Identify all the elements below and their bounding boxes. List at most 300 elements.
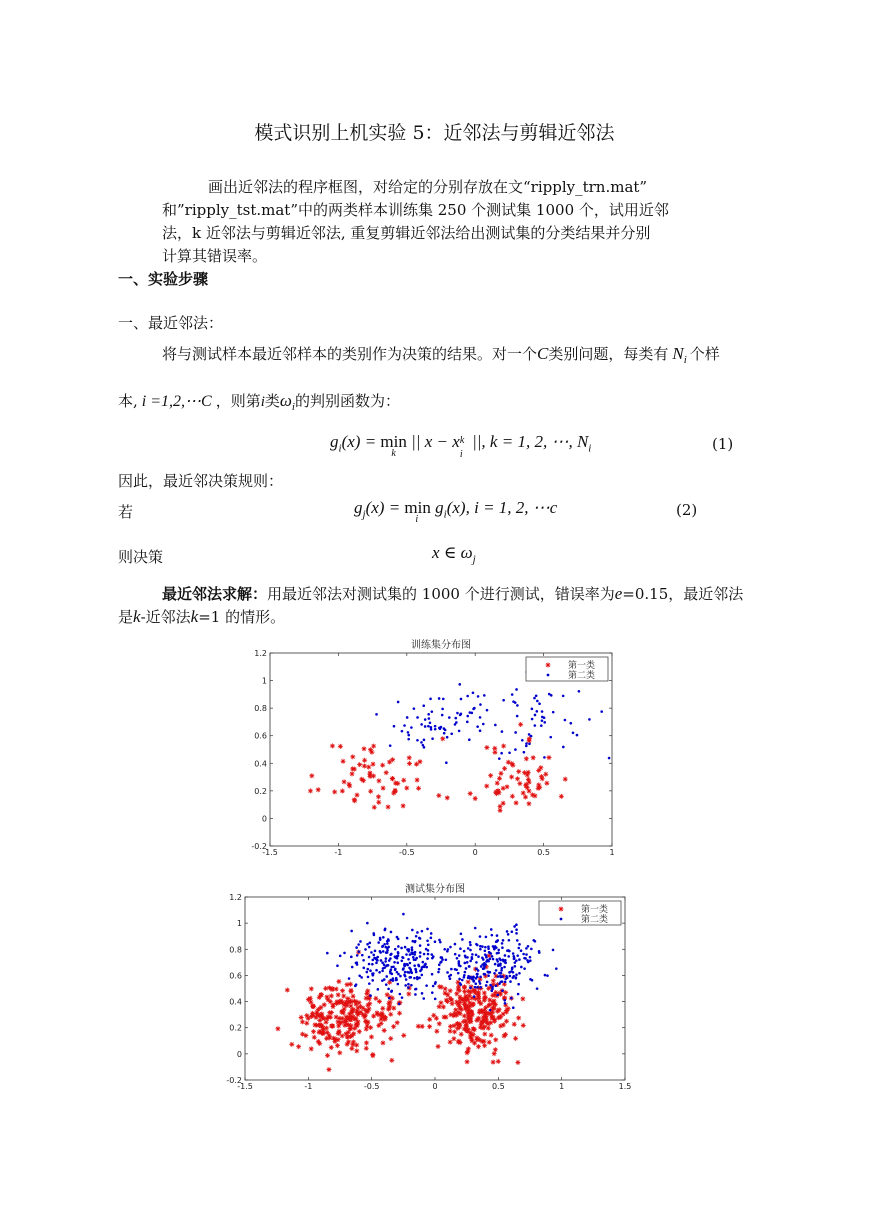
class1-point [323, 986, 328, 991]
class2-point [438, 963, 441, 966]
class2-point [476, 725, 479, 728]
class2-point [397, 954, 400, 957]
class1-point [324, 994, 329, 999]
class1-point [342, 1019, 347, 1024]
class2-point [393, 961, 396, 964]
class2-point [421, 930, 424, 933]
class2-point [397, 945, 400, 948]
class2-point [375, 969, 378, 972]
class2-point [416, 976, 419, 979]
class1-point [436, 793, 441, 798]
y-tick-label: -0.2 [226, 1076, 242, 1085]
class1-point [502, 766, 507, 771]
class2-point [504, 980, 507, 983]
class2-point [355, 983, 358, 986]
class2-point [474, 927, 477, 930]
class2-point [469, 941, 472, 944]
class2-point [424, 963, 427, 966]
class2-point [508, 751, 511, 754]
class2-point [407, 734, 410, 737]
class2-point [396, 961, 399, 964]
class1-point [501, 744, 506, 749]
class2-point [520, 949, 523, 952]
class1-point [316, 787, 321, 792]
class2-point [477, 695, 480, 698]
class1-point [434, 1016, 439, 1021]
class1-point [401, 1033, 406, 1038]
class1-point [471, 1032, 476, 1037]
class2-point [367, 976, 370, 979]
class1-point [452, 1011, 457, 1016]
class2-point [482, 958, 485, 961]
class2-point [416, 931, 419, 934]
class1-point [375, 1010, 380, 1015]
class2-point [490, 928, 493, 931]
class2-point [411, 949, 414, 952]
class2-point [483, 964, 486, 967]
class2-point [399, 993, 402, 996]
class2-point [492, 958, 495, 961]
class2-point [356, 961, 359, 964]
class1-point [512, 1022, 517, 1027]
class2-point [501, 730, 504, 733]
class1-point [371, 762, 376, 767]
class1-point [487, 1040, 492, 1045]
class2-point [368, 963, 371, 966]
class1-point [416, 786, 421, 791]
class2-point [387, 938, 390, 941]
class1-point [363, 1019, 368, 1024]
class2-point [371, 959, 374, 962]
legend-label: 第二类 [568, 671, 596, 681]
class1-point [520, 996, 525, 1001]
class2-point [489, 958, 492, 961]
class2-point [446, 736, 449, 739]
class2-point [427, 713, 430, 716]
class2-point [407, 731, 410, 734]
class2-point [450, 968, 453, 971]
class1-point [335, 999, 340, 1004]
class2-point [493, 972, 496, 975]
class2-point [368, 982, 371, 985]
class2-point [534, 714, 537, 717]
class2-point [355, 946, 358, 949]
class1-point [516, 1015, 521, 1020]
class2-point [407, 983, 410, 986]
class2-point [531, 708, 534, 711]
class2-point [359, 940, 362, 943]
class1-point [496, 1059, 501, 1064]
class1-point [523, 795, 528, 800]
text: 本, [118, 392, 138, 410]
class2-point [390, 953, 393, 956]
class2-point [504, 954, 507, 957]
class2-point [350, 930, 353, 933]
class2-point [395, 979, 398, 982]
class2-point [458, 683, 461, 686]
class2-point [482, 967, 485, 970]
equation-1-number: (1) [712, 435, 734, 453]
symbol-C: C [537, 344, 549, 363]
class2-point [424, 718, 427, 721]
class2-point [413, 707, 416, 710]
class1-point [364, 1040, 369, 1045]
page-title: 模式识别上机实验 5：近邻法与剪辑近邻法 [254, 122, 615, 144]
class2-point [372, 954, 375, 957]
y-tick-label: 1 [236, 919, 242, 929]
class1-point [312, 1035, 317, 1040]
class1-point [434, 1029, 439, 1034]
class2-point [356, 954, 359, 957]
class2-point [486, 959, 489, 962]
class2-point [516, 954, 519, 957]
class2-point [600, 710, 603, 713]
class2-point [516, 715, 519, 718]
class1-point [365, 1023, 370, 1028]
class2-point [426, 939, 429, 942]
class1-point [437, 984, 442, 989]
intro-line-3: 法，k 近邻法与剪辑近邻法, 重复剪辑近邻法给出测试集的分类结果并分别 [162, 224, 651, 242]
class2-point [397, 701, 400, 704]
class1-point [524, 782, 529, 787]
class2-point [374, 957, 377, 960]
class2-point [419, 944, 422, 947]
class2-point [362, 967, 365, 970]
class1-point [366, 765, 371, 770]
class1-point [509, 774, 514, 779]
class1-point [492, 1019, 497, 1024]
class1-point [391, 1006, 396, 1011]
class2-point [401, 730, 404, 733]
legend-label: 第一类 [581, 905, 609, 915]
class2-point [488, 951, 491, 954]
class2-point [440, 956, 443, 959]
class1-point [393, 781, 398, 786]
class1-point [510, 794, 515, 799]
class1-point [559, 794, 564, 799]
class2-point [509, 980, 512, 983]
class1-point [436, 1044, 441, 1049]
class2-point [411, 946, 414, 949]
class2-point [434, 998, 437, 1001]
class2-point [471, 957, 474, 960]
text: 是 [118, 608, 134, 626]
class2-point [502, 939, 505, 942]
class2-point [416, 716, 419, 719]
class1-point [314, 1015, 319, 1020]
class2-point [468, 965, 471, 968]
intro-line-2: 和”ripply_tst.mat”中的两类样本训练集 250 个测试集 1000 个，试用近邻 [162, 201, 669, 219]
class2-point [501, 942, 504, 945]
section-heading: 一、实验步骤 [118, 270, 209, 288]
class2-point [494, 724, 497, 727]
class1-point [445, 992, 450, 997]
class2-point [351, 966, 354, 969]
class1-point [327, 1035, 332, 1040]
symbol-k: k [133, 607, 141, 626]
class1-point [489, 1015, 494, 1020]
class1-point [478, 1025, 483, 1030]
class2-point [576, 734, 579, 737]
training-set-scatter-chart [240, 636, 630, 858]
class1-point [521, 1023, 526, 1028]
symbol-k: k [190, 607, 199, 626]
class1-point [365, 988, 370, 993]
class1-point [309, 773, 314, 778]
class1-point [319, 992, 324, 997]
class1-point [493, 1047, 498, 1052]
class2-point [378, 971, 381, 974]
class1-point [457, 1022, 462, 1027]
class1-point [497, 776, 502, 781]
class2-point [423, 739, 426, 742]
class1-point [465, 1029, 470, 1034]
class2-point [548, 693, 551, 696]
class2-point [479, 716, 482, 719]
class2-point [518, 943, 521, 946]
class2-point [370, 951, 373, 954]
class1-point [350, 771, 355, 776]
class1-point [344, 1022, 349, 1027]
class2-point [414, 968, 417, 971]
class1-point [358, 1010, 363, 1015]
class1-point [440, 736, 445, 741]
class2-point [510, 997, 513, 1000]
class1-point [517, 781, 522, 786]
class2-point [445, 958, 448, 961]
class1-point [348, 1023, 353, 1028]
class2-point [516, 939, 519, 942]
class1-point [296, 1044, 301, 1049]
class2-point [409, 953, 412, 956]
y-tick-label: 1 [261, 676, 267, 686]
class2-point [427, 953, 430, 956]
class2-point [475, 961, 478, 964]
class2-point [489, 984, 492, 987]
class1-point [536, 768, 541, 773]
class2-point [440, 960, 443, 963]
class2-point [528, 743, 531, 746]
class1-point [335, 1019, 340, 1024]
if-label: 若 [118, 503, 134, 521]
class2-point [485, 954, 488, 957]
class1-point [352, 1017, 357, 1022]
class2-point [404, 971, 407, 974]
class2-point [483, 694, 486, 697]
class2-point [460, 932, 463, 935]
class2-point [407, 986, 410, 989]
class2-point [405, 953, 408, 956]
y-tick-label: 0.6 [254, 731, 267, 741]
class2-point [512, 971, 515, 974]
legend-label: 第一类 [568, 661, 596, 671]
class2-point [454, 943, 457, 946]
class2-point [500, 972, 503, 975]
class2-point [366, 943, 369, 946]
class2-point [413, 977, 416, 980]
class1-point [488, 773, 493, 778]
test-set-scatter-chart [228, 880, 638, 1095]
class2-point [552, 949, 555, 952]
class1-point [395, 1020, 400, 1025]
class1-point [336, 979, 341, 984]
class1-point [368, 747, 373, 752]
class2-point [457, 972, 460, 975]
class1-point [338, 744, 343, 749]
class1-point [354, 1048, 359, 1053]
class2-point [375, 713, 378, 716]
class2-point [464, 971, 467, 974]
class2-point [434, 940, 437, 943]
class2-point [406, 937, 409, 940]
subscript-i: i [291, 401, 295, 413]
class2-point [454, 717, 457, 720]
class2-point [409, 962, 412, 965]
class2-point [413, 964, 416, 967]
class2-point [564, 719, 567, 722]
class1-point [310, 1013, 315, 1018]
symbol-N: N [672, 344, 684, 363]
class1-point [384, 770, 389, 775]
class1-point [337, 1050, 342, 1055]
class1-point [501, 786, 506, 791]
class1-point [362, 764, 367, 769]
legend-label: 第二类 [581, 915, 609, 925]
class2-point [429, 698, 432, 701]
class2-point [523, 967, 526, 970]
class1-point [543, 772, 548, 777]
class2-point [608, 757, 611, 760]
class1-point [481, 1018, 486, 1023]
class2-point [371, 979, 374, 982]
class2-point [466, 715, 469, 718]
class2-point [498, 757, 501, 760]
class2-point [508, 939, 511, 942]
text: 类别问题，每类有 [548, 345, 669, 363]
class2-point [401, 996, 404, 999]
class1-point [390, 776, 395, 781]
class2-point [422, 997, 425, 1000]
class2-point [385, 957, 388, 960]
class1-point [482, 991, 487, 996]
class2-point [438, 968, 441, 971]
class1-point [328, 999, 333, 1004]
class2-point [412, 956, 415, 959]
class2-point [507, 949, 510, 952]
class2-point [426, 957, 429, 960]
class2-point [402, 956, 405, 959]
class2-point [446, 950, 449, 953]
class1-point [537, 785, 542, 790]
class1-point [317, 1023, 322, 1028]
class2-point [364, 948, 367, 951]
class2-point [464, 954, 467, 957]
class2-point [382, 950, 385, 953]
class1-point [335, 1043, 340, 1048]
class2-point [419, 970, 422, 973]
class1-point [464, 997, 469, 1002]
class2-point [476, 986, 479, 989]
class2-point [496, 934, 499, 937]
class2-point [500, 969, 503, 972]
solution-line-1 [162, 583, 743, 605]
class1-point [336, 992, 341, 997]
class1-point [458, 997, 463, 1002]
class1-point [469, 1038, 474, 1043]
class1-point [365, 1003, 370, 1008]
class1-point [489, 1033, 494, 1038]
class2-point [544, 974, 547, 977]
class2-point [481, 945, 484, 948]
x-tick-label: 0 [472, 848, 478, 857]
class1-point [355, 793, 360, 798]
class2-point [448, 716, 451, 719]
class2-point [343, 952, 346, 955]
class1-point [467, 1013, 472, 1018]
class2-point [411, 953, 414, 956]
class1-point [477, 1010, 482, 1015]
class2-point [493, 948, 496, 951]
y-tick-label: 0.2 [254, 786, 267, 796]
class2-point [385, 983, 388, 986]
class2-point [425, 984, 428, 987]
class2-point [461, 938, 464, 941]
class2-point [400, 959, 403, 962]
class2-point [336, 964, 339, 967]
class2-point [523, 751, 526, 754]
class2-point [469, 986, 472, 989]
class1-point [337, 1029, 342, 1034]
class2-point [527, 945, 530, 948]
class1-point [515, 1060, 520, 1065]
class2-point [491, 934, 494, 937]
class2-point [514, 748, 517, 751]
class2-point [390, 966, 393, 969]
x-tick-label: -1 [304, 1082, 313, 1091]
class2-point [471, 978, 474, 981]
y-tick-label: 0.4 [254, 759, 267, 769]
class2-point [525, 742, 528, 745]
class2-point [485, 984, 488, 987]
class1-point [456, 1040, 461, 1045]
class2-point [386, 949, 389, 952]
class1-point [322, 1002, 327, 1007]
class2-point [473, 707, 476, 710]
class1-point [501, 1022, 506, 1027]
class2-point [506, 930, 509, 933]
class1-point [320, 1014, 325, 1019]
class1-point [348, 1034, 353, 1039]
class2-point [350, 956, 353, 959]
class2-point [501, 946, 504, 949]
class1-point [427, 1024, 432, 1029]
class1-point [476, 990, 481, 995]
class2-point [423, 953, 426, 956]
class1-point [464, 1024, 469, 1029]
class2-point [479, 976, 482, 979]
class2-point [434, 728, 437, 731]
class2-point [438, 697, 441, 700]
class1-point [308, 996, 313, 1001]
class1-point [351, 994, 356, 999]
class2-point [578, 690, 581, 693]
class1-point [361, 1006, 366, 1011]
class2-point [420, 723, 423, 726]
x-tick-label: -1.5 [262, 848, 278, 857]
class2-point [461, 979, 464, 982]
class2-point [502, 699, 505, 702]
class1-point [467, 1008, 472, 1013]
